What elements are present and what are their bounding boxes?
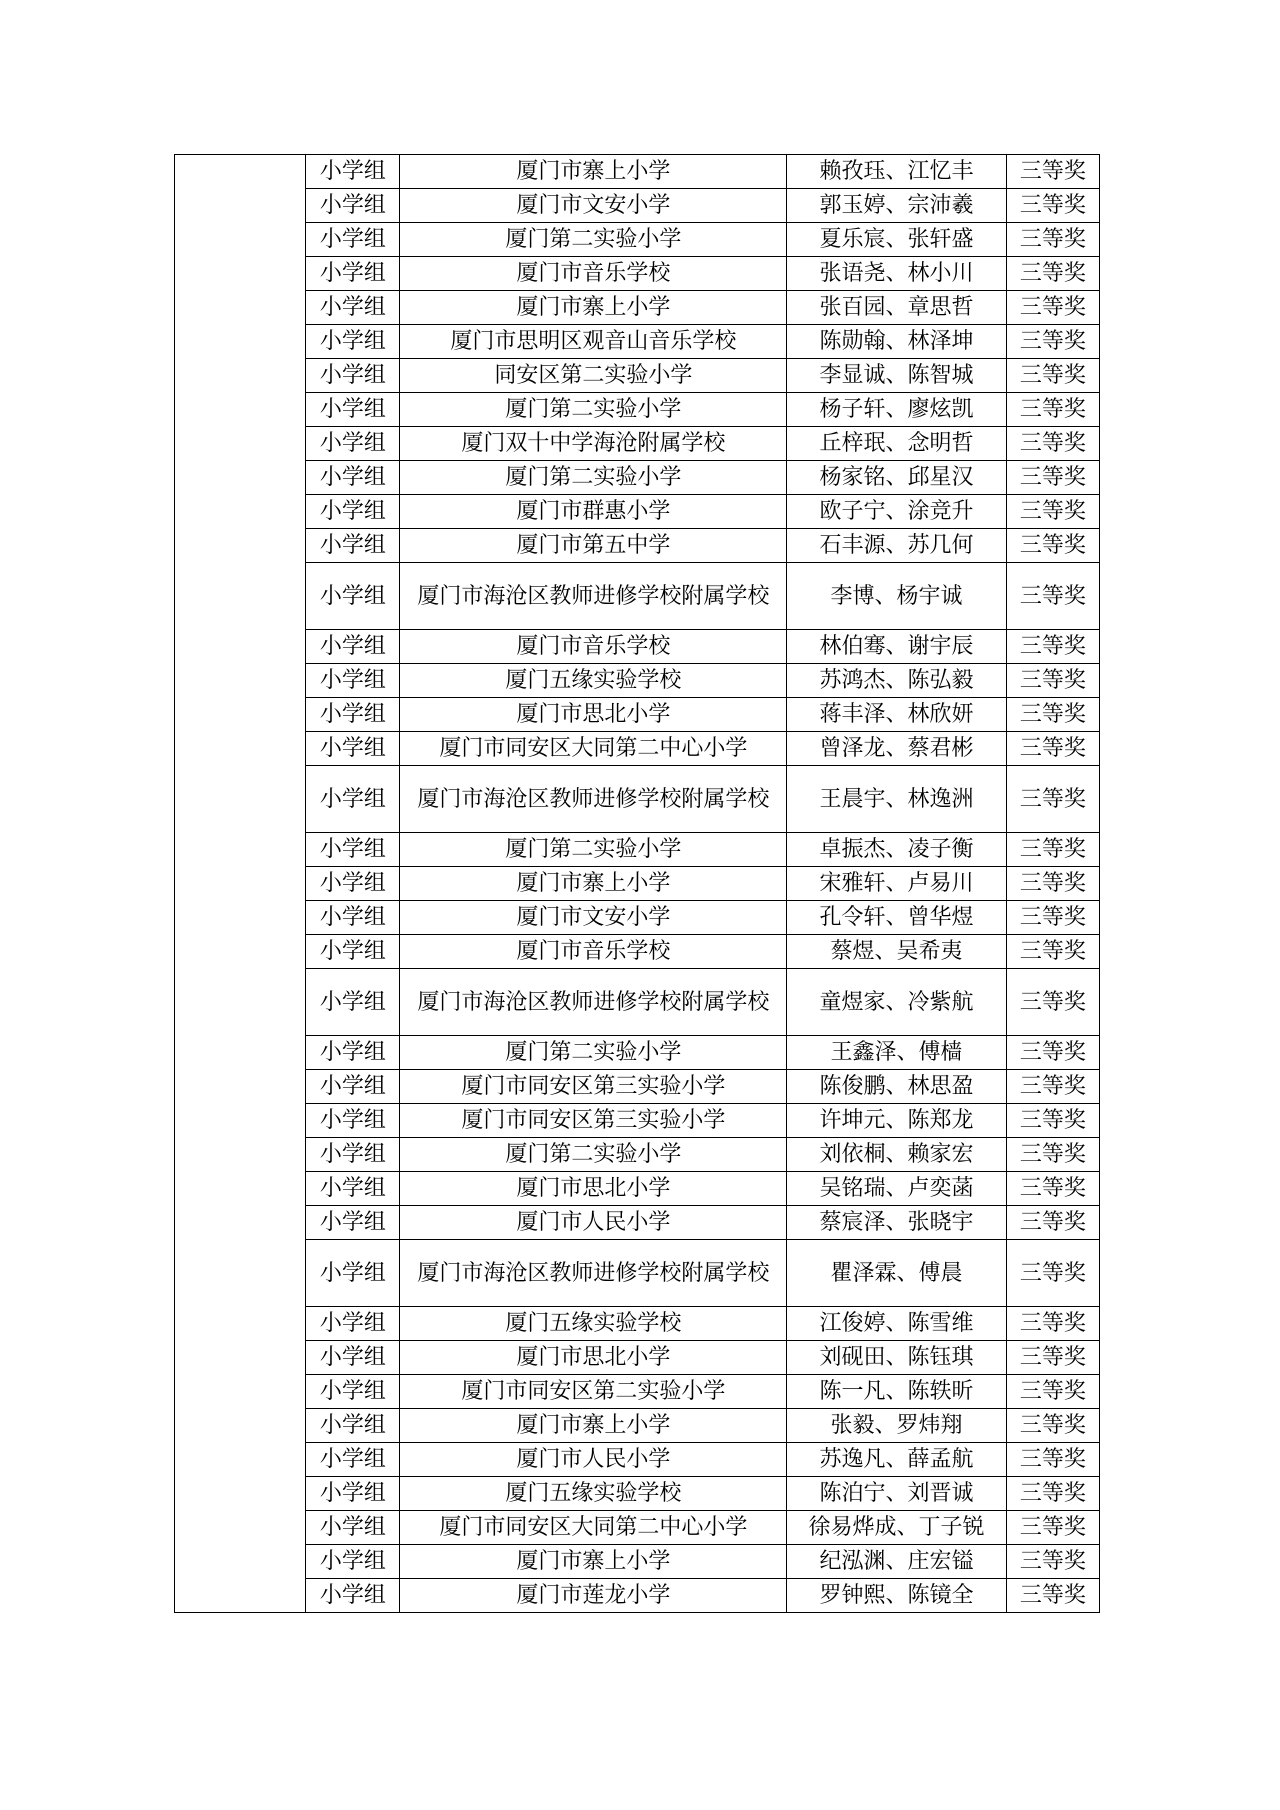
- award-cell: 三等奖: [1006, 698, 1099, 732]
- group-cell: 小学组: [306, 1172, 400, 1206]
- group-cell: 小学组: [306, 1104, 400, 1138]
- group-cell: 小学组: [306, 359, 400, 393]
- names-cell: 许坤元、陈郑龙: [787, 1104, 1006, 1138]
- group-cell: 小学组: [306, 1206, 400, 1240]
- group-cell: 小学组: [306, 1511, 400, 1545]
- group-cell: 小学组: [306, 1036, 400, 1070]
- names-cell: 张百园、章思哲: [787, 291, 1006, 325]
- group-cell: 小学组: [306, 1341, 400, 1375]
- group-cell: 小学组: [306, 1579, 400, 1613]
- names-cell: 孔令轩、曾华煜: [787, 901, 1006, 935]
- names-cell: 王晨宇、林逸洲: [787, 766, 1006, 833]
- table-row: [175, 1138, 1100, 1172]
- school-cell: 厦门市寨上小学: [400, 291, 787, 325]
- table-row: [175, 325, 1100, 359]
- group-cell: 小学组: [306, 1443, 400, 1477]
- award-cell: 三等奖: [1006, 461, 1099, 495]
- school-cell: 厦门第二实验小学: [400, 393, 787, 427]
- names-cell: 曾泽龙、蔡君彬: [787, 732, 1006, 766]
- school-cell: 厦门市文安小学: [400, 189, 787, 223]
- names-cell: 罗钟熙、陈镜全: [787, 1579, 1006, 1613]
- group-cell: 小学组: [306, 1375, 400, 1409]
- award-cell: 三等奖: [1006, 833, 1099, 867]
- group-cell: 小学组: [306, 969, 400, 1036]
- group-cell: 小学组: [306, 935, 400, 969]
- names-cell: 石丰源、苏几何: [787, 529, 1006, 563]
- names-cell: 卓振杰、凌子衡: [787, 833, 1006, 867]
- award-cell: 三等奖: [1006, 732, 1099, 766]
- names-cell: 蔡宸泽、张晓宇: [787, 1206, 1006, 1240]
- award-cell: 三等奖: [1006, 1240, 1099, 1307]
- award-cell: 三等奖: [1006, 1341, 1099, 1375]
- table-row: [175, 529, 1100, 563]
- school-cell: 厦门第二实验小学: [400, 223, 787, 257]
- group-cell: 小学组: [306, 766, 400, 833]
- table-row: [175, 833, 1100, 867]
- awards-table: [174, 154, 1100, 1613]
- names-cell: 丘梓珉、念明哲: [787, 427, 1006, 461]
- category-cell-empty: [175, 155, 306, 1613]
- names-cell: 李博、杨宇诚: [787, 563, 1006, 630]
- table-row: [175, 630, 1100, 664]
- group-cell: 小学组: [306, 223, 400, 257]
- school-cell: 厦门五缘实验学校: [400, 1477, 787, 1511]
- table-row: [175, 1443, 1100, 1477]
- group-cell: 小学组: [306, 732, 400, 766]
- table-row: [175, 664, 1100, 698]
- names-cell: 杨子轩、廖炫凯: [787, 393, 1006, 427]
- table-row: [175, 291, 1100, 325]
- names-cell: 陈俊鹏、林思盈: [787, 1070, 1006, 1104]
- names-cell: 夏乐宸、张轩盛: [787, 223, 1006, 257]
- award-cell: 三等奖: [1006, 1579, 1099, 1613]
- group-cell: 小学组: [306, 291, 400, 325]
- award-cell: 三等奖: [1006, 359, 1099, 393]
- award-cell: 三等奖: [1006, 664, 1099, 698]
- group-cell: 小学组: [306, 461, 400, 495]
- school-cell: 厦门市海沧区教师进修学校附属学校: [400, 1240, 787, 1307]
- table-row: [175, 1579, 1100, 1613]
- award-cell: 三等奖: [1006, 935, 1099, 969]
- names-cell: 郭玉婷、宗沛羲: [787, 189, 1006, 223]
- award-cell: 三等奖: [1006, 1545, 1099, 1579]
- table-row: [175, 867, 1100, 901]
- school-cell: 厦门市思明区观音山音乐学校: [400, 325, 787, 359]
- table-row: [175, 359, 1100, 393]
- table-row: [175, 495, 1100, 529]
- school-cell: 厦门市第五中学: [400, 529, 787, 563]
- names-cell: 欧子宁、涂竞升: [787, 495, 1006, 529]
- names-cell: 江俊婷、陈雪维: [787, 1307, 1006, 1341]
- names-cell: 吴铭瑞、卢奕菡: [787, 1172, 1006, 1206]
- school-cell: 厦门第二实验小学: [400, 1036, 787, 1070]
- table-row: [175, 698, 1100, 732]
- names-cell: 刘砚田、陈钰琪: [787, 1341, 1006, 1375]
- group-cell: 小学组: [306, 1545, 400, 1579]
- school-cell: 厦门市同安区第三实验小学: [400, 1104, 787, 1138]
- award-cell: 三等奖: [1006, 1409, 1099, 1443]
- table-row: [175, 766, 1100, 833]
- group-cell: 小学组: [306, 529, 400, 563]
- award-cell: 三等奖: [1006, 563, 1099, 630]
- group-cell: 小学组: [306, 563, 400, 630]
- names-cell: 宋雅轩、卢易川: [787, 867, 1006, 901]
- award-cell: 三等奖: [1006, 901, 1099, 935]
- award-cell: 三等奖: [1006, 1443, 1099, 1477]
- award-cell: 三等奖: [1006, 630, 1099, 664]
- table-row: [175, 257, 1100, 291]
- table-row: [175, 1070, 1100, 1104]
- names-cell: 张毅、罗炜翔: [787, 1409, 1006, 1443]
- school-cell: 厦门市思北小学: [400, 698, 787, 732]
- table-row: [175, 969, 1100, 1036]
- group-cell: 小学组: [306, 427, 400, 461]
- names-cell: 童煜家、冷紫航: [787, 969, 1006, 1036]
- award-cell: 三等奖: [1006, 1070, 1099, 1104]
- award-cell: 三等奖: [1006, 529, 1099, 563]
- award-cell: 三等奖: [1006, 257, 1099, 291]
- group-cell: 小学组: [306, 833, 400, 867]
- school-cell: 厦门市同安区第二实验小学: [400, 1375, 787, 1409]
- school-cell: 厦门市寨上小学: [400, 1545, 787, 1579]
- names-cell: 刘依桐、赖家宏: [787, 1138, 1006, 1172]
- school-cell: 厦门市海沧区教师进修学校附属学校: [400, 766, 787, 833]
- school-cell: 厦门五缘实验学校: [400, 1307, 787, 1341]
- school-cell: 厦门市寨上小学: [400, 867, 787, 901]
- names-cell: 蔡煜、吴希夷: [787, 935, 1006, 969]
- table-row: [175, 1545, 1100, 1579]
- school-cell: 厦门市文安小学: [400, 901, 787, 935]
- group-cell: 小学组: [306, 1409, 400, 1443]
- group-cell: 小学组: [306, 867, 400, 901]
- school-cell: 厦门第二实验小学: [400, 461, 787, 495]
- group-cell: 小学组: [306, 1477, 400, 1511]
- group-cell: 小学组: [306, 155, 400, 189]
- group-cell: 小学组: [306, 325, 400, 359]
- award-cell: 三等奖: [1006, 1206, 1099, 1240]
- award-cell: 三等奖: [1006, 427, 1099, 461]
- award-cell: 三等奖: [1006, 1172, 1099, 1206]
- table-row: [175, 1375, 1100, 1409]
- table-row: [175, 1206, 1100, 1240]
- award-cell: 三等奖: [1006, 1104, 1099, 1138]
- award-cell: 三等奖: [1006, 766, 1099, 833]
- school-cell: 厦门第二实验小学: [400, 833, 787, 867]
- award-cell: 三等奖: [1006, 155, 1099, 189]
- table-row: [175, 223, 1100, 257]
- award-cell: 三等奖: [1006, 1307, 1099, 1341]
- group-cell: 小学组: [306, 664, 400, 698]
- names-cell: 赖孜珏、江忆丰: [787, 155, 1006, 189]
- names-cell: 陈泊宁、刘晋诚: [787, 1477, 1006, 1511]
- school-cell: 同安区第二实验小学: [400, 359, 787, 393]
- school-cell: 厦门市同安区第三实验小学: [400, 1070, 787, 1104]
- table-row: [175, 732, 1100, 766]
- school-cell: 厦门市寨上小学: [400, 1409, 787, 1443]
- award-cell: 三等奖: [1006, 1477, 1099, 1511]
- names-cell: 张语尧、林小川: [787, 257, 1006, 291]
- table-row: [175, 461, 1100, 495]
- group-cell: 小学组: [306, 1240, 400, 1307]
- school-cell: 厦门市寨上小学: [400, 155, 787, 189]
- group-cell: 小学组: [306, 698, 400, 732]
- table-row: [175, 1307, 1100, 1341]
- award-cell: 三等奖: [1006, 1375, 1099, 1409]
- names-cell: 林伯骞、谢宇辰: [787, 630, 1006, 664]
- group-cell: 小学组: [306, 1307, 400, 1341]
- award-cell: 三等奖: [1006, 291, 1099, 325]
- table-row: [175, 1511, 1100, 1545]
- table-row: [175, 1172, 1100, 1206]
- group-cell: 小学组: [306, 257, 400, 291]
- names-cell: 王鑫泽、傅樯: [787, 1036, 1006, 1070]
- names-cell: 陈勋翰、林泽坤: [787, 325, 1006, 359]
- names-cell: 纪泓渊、庄宏镒: [787, 1545, 1006, 1579]
- award-cell: 三等奖: [1006, 969, 1099, 1036]
- table-row: [175, 901, 1100, 935]
- award-cell: 三等奖: [1006, 325, 1099, 359]
- school-cell: 厦门市海沧区教师进修学校附属学校: [400, 563, 787, 630]
- group-cell: 小学组: [306, 393, 400, 427]
- group-cell: 小学组: [306, 1070, 400, 1104]
- school-cell: 厦门双十中学海沧附属学校: [400, 427, 787, 461]
- award-cell: 三等奖: [1006, 1036, 1099, 1070]
- table-row: [175, 1104, 1100, 1138]
- school-cell: 厦门第二实验小学: [400, 1138, 787, 1172]
- school-cell: 厦门市人民小学: [400, 1443, 787, 1477]
- awards-table-body: [175, 155, 1100, 1613]
- award-cell: 三等奖: [1006, 495, 1099, 529]
- school-cell: 厦门市思北小学: [400, 1172, 787, 1206]
- school-cell: 厦门市人民小学: [400, 1206, 787, 1240]
- names-cell: 李显诚、陈智城: [787, 359, 1006, 393]
- award-cell: 三等奖: [1006, 223, 1099, 257]
- table-row: [175, 935, 1100, 969]
- school-cell: 厦门市思北小学: [400, 1341, 787, 1375]
- group-cell: 小学组: [306, 1138, 400, 1172]
- school-cell: 厦门市同安区大同第二中心小学: [400, 732, 787, 766]
- award-cell: 三等奖: [1006, 1511, 1099, 1545]
- table-row: [175, 189, 1100, 223]
- school-cell: 厦门市同安区大同第二中心小学: [400, 1511, 787, 1545]
- table-row: [175, 393, 1100, 427]
- group-cell: 小学组: [306, 189, 400, 223]
- names-cell: 徐易烨成、丁子锐: [787, 1511, 1006, 1545]
- table-row: [175, 1240, 1100, 1307]
- table-row: [175, 563, 1100, 630]
- school-cell: 厦门市音乐学校: [400, 257, 787, 291]
- names-cell: 瞿泽霖、傅晨: [787, 1240, 1006, 1307]
- table-row: [175, 1409, 1100, 1443]
- group-cell: 小学组: [306, 901, 400, 935]
- table-row: [175, 1477, 1100, 1511]
- school-cell: 厦门市海沧区教师进修学校附属学校: [400, 969, 787, 1036]
- table-row: [175, 155, 1100, 189]
- award-cell: 三等奖: [1006, 1138, 1099, 1172]
- school-cell: 厦门五缘实验学校: [400, 664, 787, 698]
- group-cell: 小学组: [306, 630, 400, 664]
- school-cell: 厦门市音乐学校: [400, 935, 787, 969]
- names-cell: 蒋丰泽、林欣妍: [787, 698, 1006, 732]
- table-row: [175, 1036, 1100, 1070]
- award-cell: 三等奖: [1006, 867, 1099, 901]
- school-cell: 厦门市音乐学校: [400, 630, 787, 664]
- school-cell: 厦门市群惠小学: [400, 495, 787, 529]
- table-row: [175, 427, 1100, 461]
- names-cell: 陈一凡、陈轶昕: [787, 1375, 1006, 1409]
- names-cell: 杨家铭、邱星汉: [787, 461, 1006, 495]
- table-row: [175, 1341, 1100, 1375]
- award-cell: 三等奖: [1006, 189, 1099, 223]
- school-cell: 厦门市莲龙小学: [400, 1579, 787, 1613]
- names-cell: 苏鸿杰、陈弘毅: [787, 664, 1006, 698]
- award-cell: 三等奖: [1006, 393, 1099, 427]
- group-cell: 小学组: [306, 495, 400, 529]
- names-cell: 苏逸凡、薛孟航: [787, 1443, 1006, 1477]
